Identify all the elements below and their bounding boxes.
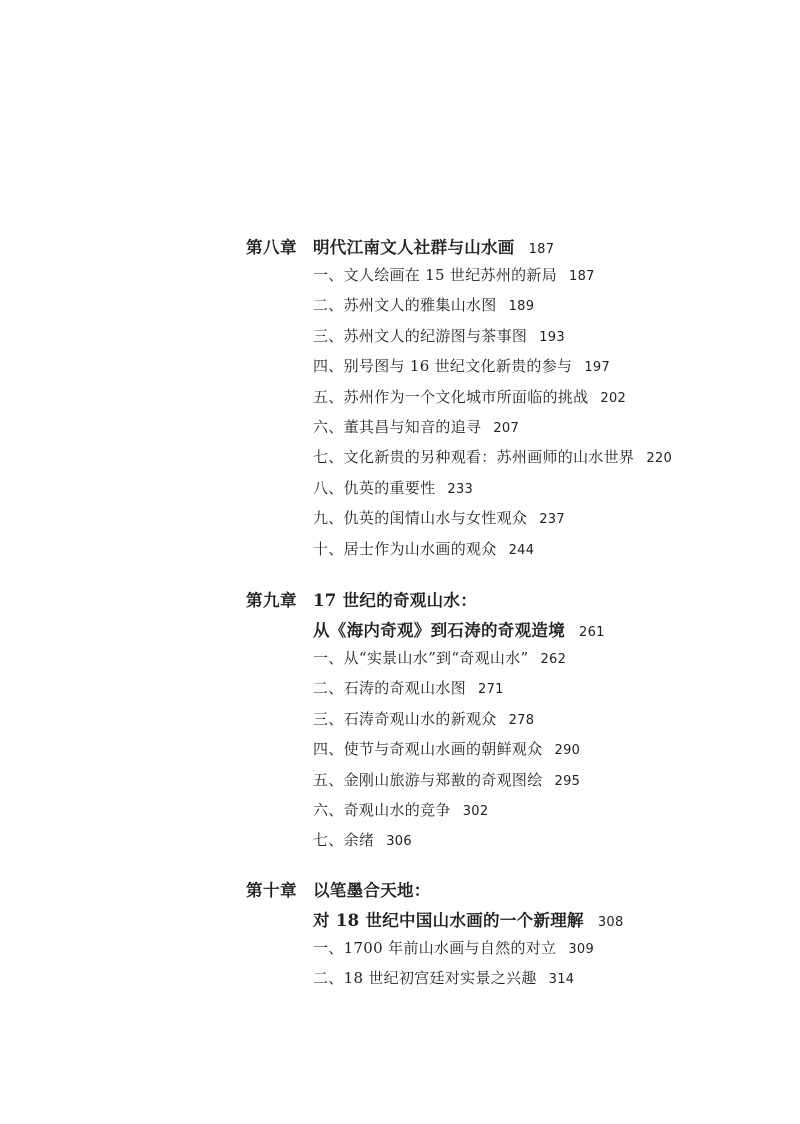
page-number: 262 — [540, 652, 567, 667]
chapter-10 — [246, 877, 766, 998]
page-number: 295 — [554, 773, 581, 789]
chapter-heading — [246, 234, 766, 264]
section-title: 一、文人绘画在 15 世纪苏州的新局 — [313, 266, 558, 284]
page-number: 278 — [508, 712, 535, 728]
section-title: 五、金刚山旅游与郑敾的奇观图绘 — [313, 770, 543, 789]
section-entry — [313, 769, 766, 799]
page-number: 202 — [600, 390, 627, 406]
section-entry — [313, 937, 766, 967]
section-title: 四、使节与奇观山水画的朝鲜观众 — [313, 740, 543, 759]
chapter-subtitle-text: 从《海内奇观》到石涛的奇观造境 — [313, 621, 565, 640]
page-number: 261 — [579, 625, 605, 640]
chapter-label: 第八章 — [246, 238, 297, 257]
section-title: 十、居士作为山水画的观众 — [313, 539, 497, 558]
chapter-8 — [246, 234, 766, 568]
page-number: 237 — [539, 512, 565, 528]
section-entry — [313, 538, 766, 568]
section-entry — [313, 829, 766, 859]
chapter-title — [313, 234, 554, 258]
section-entry — [313, 416, 766, 446]
page-number: 244 — [508, 542, 535, 558]
section-entry — [313, 647, 766, 677]
chapter-heading — [246, 587, 766, 617]
section-entry — [313, 446, 766, 476]
section-title: 二、石涛的奇观山水图 — [313, 679, 467, 698]
section-title: 三、石涛奇观山水的新观众 — [313, 709, 497, 728]
page-number: 306 — [386, 834, 412, 850]
section-title: 七、文化新贵的另种观看：苏州画师的山水世界 — [313, 448, 635, 467]
section-title: 一、1700 年前山水画与自然的对立 — [313, 939, 557, 957]
page-number: 187 — [569, 269, 595, 284]
section-entry — [313, 294, 766, 324]
section-title: 八、仇英的重要性 — [313, 478, 436, 497]
section-title: 二、18 世纪初宫廷对实景之兴趣 — [313, 969, 537, 988]
chapter-heading — [246, 877, 766, 907]
section-entry — [313, 355, 766, 385]
page-number: 314 — [548, 972, 575, 988]
section-entry — [313, 325, 766, 355]
chapter-subtitle — [313, 617, 766, 647]
section-title: 六、奇观山水的竞争 — [313, 800, 451, 819]
chapter-subtitle-text: 对 18 世纪中国山水画的一个新理解 — [313, 911, 584, 930]
page-number: 207 — [493, 420, 520, 436]
chapter-label: 第九章 — [246, 591, 297, 610]
chapter-title: 以笔墨合天地： — [313, 881, 431, 900]
section-entry — [313, 738, 766, 768]
section-title: 一、从“实景山水”到“奇观山水” — [313, 649, 529, 667]
page-number: 308 — [597, 915, 624, 930]
page-number: 290 — [554, 743, 581, 759]
section-title: 七、余绪 — [313, 831, 375, 850]
chapter-title: 17 世纪的奇观山水： — [313, 591, 478, 610]
page-number: 233 — [447, 481, 474, 497]
chapter-title-text: 明代江南文人社群与山水画 — [313, 238, 515, 257]
section-title: 六、董其昌与知音的追寻 — [313, 417, 482, 436]
section-entry — [313, 477, 766, 507]
section-entry — [313, 967, 766, 997]
page-number: 271 — [478, 682, 504, 698]
section-entry — [313, 264, 766, 294]
section-title: 三、苏州文人的纪游图与茶事图 — [313, 326, 528, 345]
section-title: 九、仇英的闺情山水与女性观众 — [313, 509, 528, 528]
page-number: 302 — [462, 803, 489, 819]
section-entry — [313, 386, 766, 416]
page-number: 197 — [584, 360, 611, 376]
page-number: 187 — [528, 242, 555, 257]
chapter-9 — [246, 587, 766, 860]
page-number: 309 — [568, 942, 595, 957]
page-number: 220 — [646, 451, 673, 467]
section-entry — [313, 708, 766, 738]
page-number: 189 — [508, 299, 535, 315]
section-entry — [313, 799, 766, 829]
chapter-label: 第十章 — [246, 881, 297, 900]
section-title: 五、苏州作为一个文化城市所面临的挑战 — [313, 387, 589, 406]
section-entry — [313, 507, 766, 537]
section-entry — [313, 677, 766, 707]
section-title: 二、苏州文人的雅集山水图 — [313, 296, 497, 315]
page-number: 193 — [539, 329, 565, 345]
section-title: 四、别号图与 16 世纪文化新贵的参与 — [313, 357, 573, 376]
chapter-subtitle — [313, 907, 766, 937]
